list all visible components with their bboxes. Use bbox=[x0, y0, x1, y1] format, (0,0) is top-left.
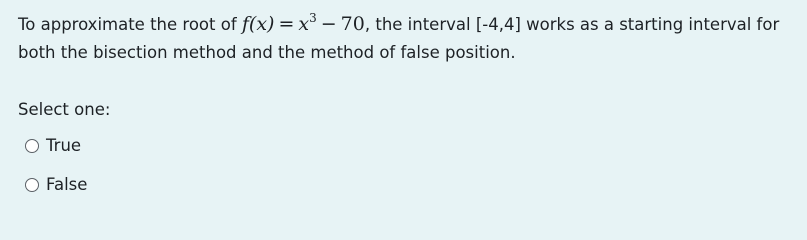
option-label-false: False bbox=[46, 175, 88, 194]
math-equals: = bbox=[278, 13, 295, 35]
question-text bbox=[18, 10, 789, 67]
math-minus: − bbox=[320, 13, 337, 35]
select-one-prompt: Select one: bbox=[18, 100, 111, 119]
option-true[interactable] bbox=[25, 126, 789, 165]
math-function: f(x) bbox=[241, 13, 275, 35]
option-false[interactable] bbox=[25, 165, 789, 204]
math-variable: x bbox=[298, 13, 310, 35]
answer-options bbox=[18, 126, 789, 204]
math-exponent: 3 bbox=[309, 11, 317, 25]
radio-button-true[interactable] bbox=[25, 139, 39, 153]
question-text-after: , the interval [-4,4] works as a starting interval for both the bisection method and the method of false position. bbox=[18, 15, 780, 62]
radio-button-false[interactable] bbox=[25, 178, 39, 192]
math-constant: 70 bbox=[340, 13, 365, 35]
question-text-before: To approximate the root of bbox=[18, 15, 242, 34]
option-label-true: True bbox=[46, 136, 82, 155]
math-expression bbox=[242, 13, 365, 35]
